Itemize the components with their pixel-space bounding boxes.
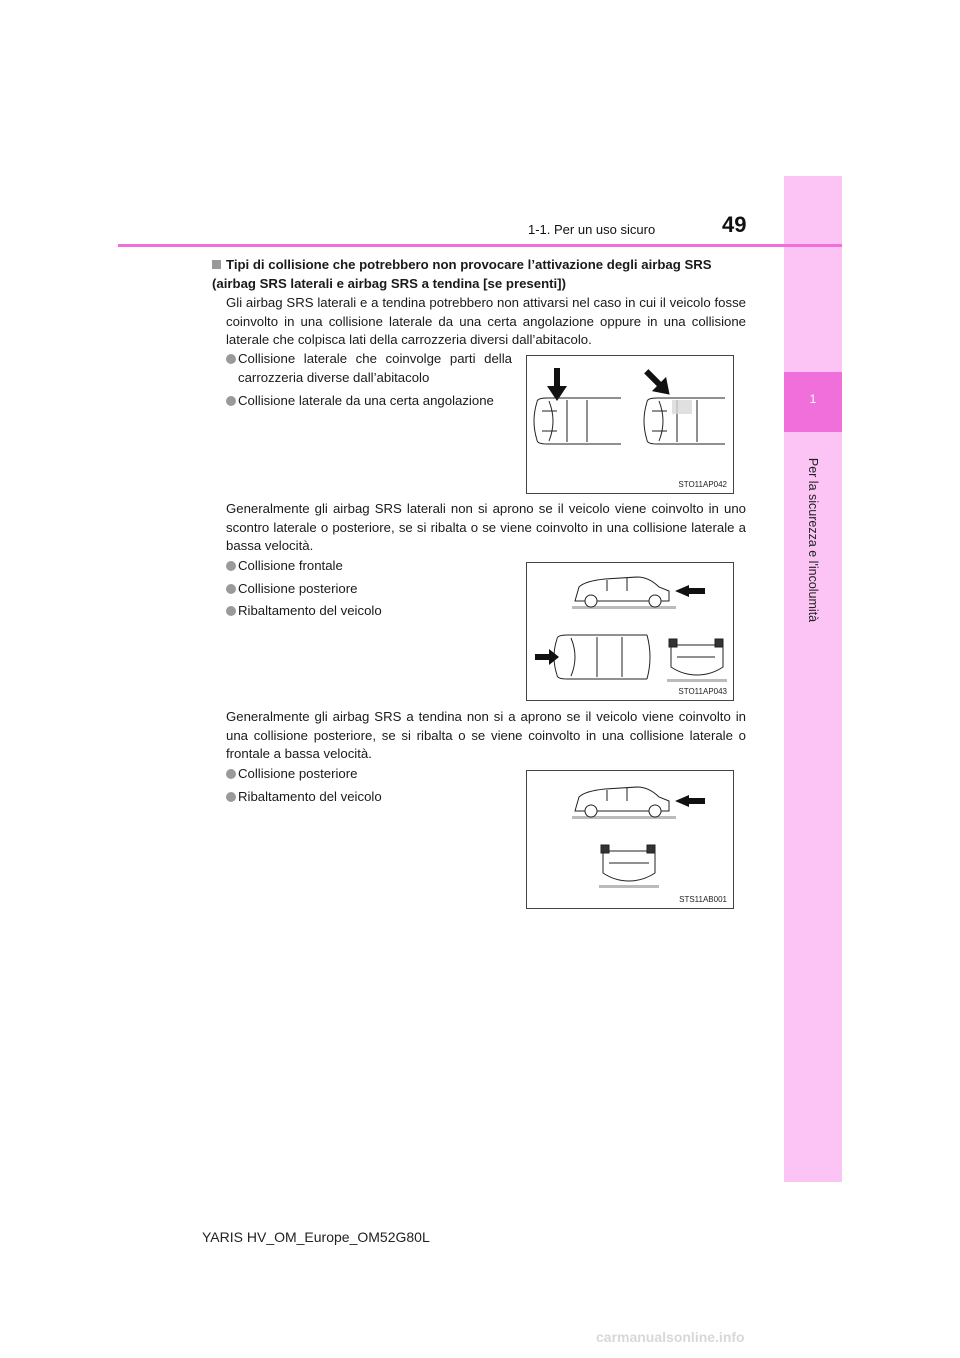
figure-code: STO11AP042	[678, 480, 727, 489]
section-title: 1-1. Per un uso sicuro	[528, 222, 656, 237]
chapter-tab	[784, 176, 842, 1182]
section-heading: Tipi di collisione che potrebbero non provocare l’attivazione degli airbag SRS (airbag SRS laterali e airbag SRS a tendina [se presenti])	[212, 257, 712, 291]
bullet-icon	[226, 769, 236, 779]
bullet-icon	[226, 396, 236, 406]
figure-rear-rollover	[526, 770, 734, 909]
section3-intro: Generalmente gli airbag SRS a tendina non si a aprono se il veicolo viene coinvolto in una collisione posteriore, se si ribalta o se viene coinvolto in una collisione laterale o frontale a bassa velocità.	[226, 709, 746, 762]
bullet-icon	[226, 354, 236, 364]
page-number: 49	[722, 212, 747, 237]
list-item: Collisione laterale che coinvolge parti della carrozzeria diverse dall’abitacolo	[226, 350, 512, 387]
list-item: Ribaltamento del veicolo	[226, 602, 506, 621]
list-item: Collisione posteriore	[226, 580, 506, 599]
list-item: Collisione posteriore	[226, 765, 506, 784]
bullet-icon	[226, 584, 236, 594]
figure-code: STO11AP043	[678, 687, 727, 696]
list-item: Collisione frontale	[226, 557, 506, 576]
frontal-rear-rollover-illustration	[527, 563, 733, 700]
chapter-number: 1	[809, 392, 817, 406]
bullet-icon	[226, 792, 236, 802]
figure-side-collision	[526, 355, 734, 494]
list-item: Ribaltamento del veicolo	[226, 788, 506, 807]
watermark: carmanualsonline.info	[596, 1329, 745, 1345]
square-bullet-icon	[212, 260, 221, 269]
bullet-icon	[226, 561, 236, 571]
section1-intro: Gli airbag SRS laterali e a tendina potrebbero non attivarsi nel caso in cui il veicolo fosse coinvolto in una collisione laterale da una certa angolazione oppure in una collisione laterale che colpisca lati della carrozzeria diversi dall’abitacolo.	[226, 295, 746, 348]
figure-code: STS11AB001	[679, 895, 727, 904]
section2-intro: Generalmente gli airbag SRS laterali non si aprono se il veicolo viene coinvolto in uno scontro laterale o posteriore, se si ribalta o se viene coinvolto in una collisione laterale a bassa velocità.	[226, 501, 746, 554]
chapter-title: Per la sicurezza e l'incolumità	[806, 457, 820, 623]
document-id: YARIS HV_OM_Europe_OM52G80L	[202, 1229, 430, 1245]
list-item: Collisione laterale da una certa angolazione	[226, 392, 512, 411]
header-rule	[118, 244, 842, 247]
figure-frontal-rear-rollover	[526, 562, 734, 701]
rear-rollover-illustration	[527, 771, 733, 908]
side-collision-illustration	[527, 356, 733, 493]
bullet-icon	[226, 606, 236, 616]
